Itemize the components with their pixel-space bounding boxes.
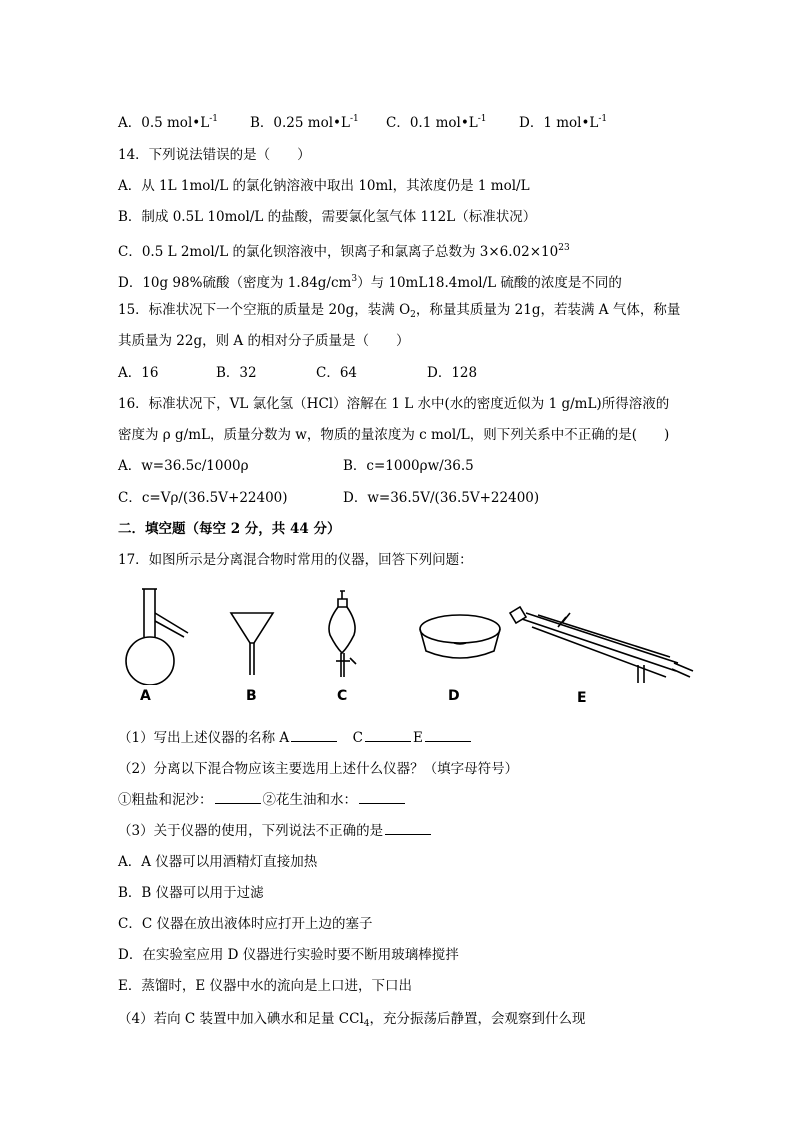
- label-a: A: [140, 688, 151, 704]
- label-d: D: [448, 688, 460, 704]
- answer-blank-e[interactable]: [425, 729, 471, 742]
- q17-part3-option-a: A．A 仪器可以用酒精灯直接加热: [118, 854, 318, 870]
- answer-blank-part3[interactable]: [385, 822, 431, 835]
- q14-option-c: C．0.5 L 2mol/L 的氯化钡溶液中，钡离子和氯离子总数为 $3\times 6.02\times 10^{23}$: [118, 243, 570, 260]
- q16-stem-line1: 16．标准状况下，VL 氯化氢（HCl）溶解在 1 L 水中(水的密度近似为 1 g/mL)所得溶液的: [118, 396, 670, 412]
- label-e: E: [577, 690, 587, 706]
- apparatus-drawing: [118, 585, 708, 685]
- q13-option-c: C．0.1 $mol•L^{-1}$: [386, 114, 487, 131]
- evaporating-dish-icon: [420, 615, 500, 658]
- q17-part2: （2）分离以下混合物应该主要选用上述什么仪器？（填字母符号）: [118, 761, 519, 777]
- q17-part3-option-c: C．C 仪器在放出液体时应打开上边的塞子: [118, 916, 373, 932]
- q14-option-a: A．从 1L 1mol/L 的氯化钠溶液中取出 10ml，其浓度仍是 1 mol/L: [118, 178, 530, 194]
- distillation-flask-icon: [126, 589, 188, 685]
- label-c: C: [337, 688, 348, 704]
- q17-part3-option-d: D．在实验室应用 D 仪器进行实验时要不断用玻璃棒搅拌: [118, 947, 459, 963]
- q14-option-b: B．制成 0.5L 10mol/L 的盐酸，需要氯化氢气体 112L（标准状况）: [118, 209, 537, 225]
- apparatus-figure: [118, 585, 708, 710]
- q16-option-a: A．w=36.5c/1000ρ: [118, 458, 249, 474]
- q14-option-d: D．10g 98%硫酸（密度为 $1.84g/cm^3$）与 10mL18.4mol/L 硫酸的浓度是不同的: [118, 274, 622, 291]
- answer-blank-c[interactable]: [365, 729, 411, 742]
- answer-blank-sand[interactable]: [215, 791, 261, 804]
- q16-option-c: C．c=Vρ/(36.5V+22400): [118, 490, 288, 506]
- q17-part1: （1）写出上述仪器的名称 A C E: [118, 729, 473, 747]
- answer-blank-a[interactable]: [291, 729, 337, 742]
- q14-stem: 14．下列说法错误的是（ ）: [118, 147, 311, 163]
- q17-part3-option-e: E．蒸馏时，E 仪器中水的流向是上口进，下口出: [118, 978, 413, 994]
- q15-option-d: D．128: [427, 365, 478, 381]
- condenser-icon: [510, 607, 693, 683]
- section-heading: 二．填空题（每空 2 分，共 44 分）: [118, 521, 341, 537]
- funnel-icon: [231, 613, 273, 675]
- q13-option-b: B．0.25 $mol•L^{-1}$: [250, 114, 359, 131]
- q15-stem-line1: 15．标准状况下一个空瓶的质量是 20g，装满 $O_2$，称量其质量为 21g，若装满 A 气体，称量: [118, 302, 681, 320]
- q17-stem: 17．如图所示是分离混合物时常用的仪器，回答下列问题：: [118, 552, 473, 568]
- q13-option-d: D．1 $mol•L^{-1}$: [519, 114, 608, 131]
- q15-option-b: B．32: [216, 365, 257, 381]
- q16-option-b: B．c=1000ρw/36.5: [343, 458, 474, 474]
- answer-blank-oil[interactable]: [359, 791, 405, 804]
- q15-option-a: A．16: [118, 365, 159, 381]
- q15-stem-line2: 其质量为 22g，则 A 的相对分子质量是（ ）: [118, 333, 410, 349]
- separatory-funnel-icon: [329, 591, 356, 677]
- q17-part2-items: ①粗盐和泥沙： ②花生油和水：: [118, 791, 407, 809]
- q17-part3-option-b: B．B 仪器可以用于过滤: [118, 885, 264, 901]
- q17-part4: （4）若向 C 装置中加入碘水和足量 CCl$_4$，充分振荡后静置，会观察到什么现: [118, 1011, 586, 1029]
- q16-option-d: D．w=36.5V/(36.5V+22400): [343, 490, 540, 506]
- q16-stem-line2: 密度为 ρ g/mL，质量分数为 w，物质的量浓度为 c mol/L，则下列关系中不正确的是( ): [118, 427, 670, 443]
- q17-part3: （3）关于仪器的使用，下列说法不正确的是: [118, 822, 433, 840]
- q15-option-c: C．64: [316, 365, 358, 381]
- label-b: B: [246, 688, 257, 704]
- q13-option-a: A．0.5 $mol•L^{-1}$: [118, 114, 218, 131]
